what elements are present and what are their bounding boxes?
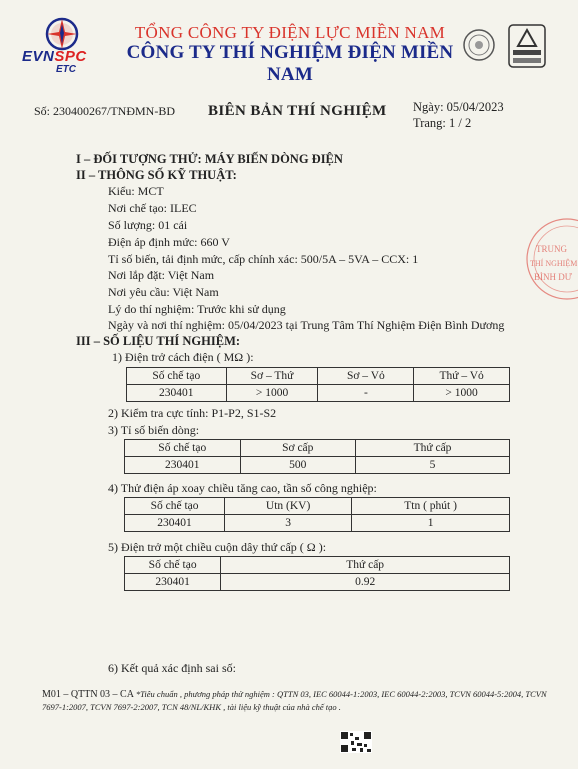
table3-caption: 3) Tỉ số biến dòng:	[108, 423, 200, 437]
table-header-cell: Số chế tạo	[127, 368, 227, 385]
spec-line: Số lượng: 01 cái	[108, 218, 188, 232]
table-header-cell: Sơ cấp	[240, 440, 356, 457]
current-ratio-table	[124, 439, 510, 474]
table4-caption: 4) Thử điện áp xoay chiều tăng cao, tần số công nghiệp:	[108, 481, 377, 495]
company-name: CÔNG TY THÍ NGHIỆM ĐIỆN MIỀN NAM	[126, 42, 454, 85]
spec-line: Điện áp định mức: 660 V	[108, 235, 230, 249]
company-stamp-icon	[512, 214, 578, 304]
table-cell: > 1000	[414, 385, 510, 402]
table-cell: 230401	[125, 515, 225, 532]
table-header-row	[125, 498, 510, 515]
table-cell: 230401	[125, 457, 241, 474]
table-cell: -	[318, 385, 414, 402]
stamp-text: TRUNG	[536, 244, 567, 254]
table-header-cell: Số chế tạo	[125, 440, 241, 457]
qr-code-icon	[340, 731, 372, 753]
table-header-cell: Ttn ( phút )	[352, 498, 510, 515]
table-cell: 5	[356, 457, 510, 474]
table-cell: 0.92	[221, 574, 510, 591]
table-header-row	[127, 368, 510, 385]
table-cell: 1	[352, 515, 510, 532]
document-date: Ngày: 05/04/2023	[413, 100, 504, 114]
document-page: Trang: 1 / 2	[413, 116, 472, 130]
table-header-cell: Số chế tạo	[125, 498, 225, 515]
spec-line: Nơi chế tạo: ILEC	[108, 201, 197, 215]
stamp-text: BÌNH DƯ	[534, 272, 572, 282]
table1-caption: 1) Điện trở cách điện ( MΩ ):	[112, 350, 254, 364]
table-header-cell: Thứ cấp	[221, 557, 510, 574]
table-row	[125, 515, 510, 532]
table-header-row	[125, 557, 510, 574]
form-code: M01 – QTTN 03 – CA	[42, 689, 134, 700]
document-date-block	[413, 99, 504, 131]
spec-line: Lý do thí nghiệm: Trước khi sử dụng	[108, 302, 286, 316]
table-cell: 500	[240, 457, 356, 474]
certification-seal-icon	[462, 28, 496, 62]
table-header-cell: Utn (KV)	[225, 498, 352, 515]
table-cell: 230401	[127, 385, 227, 402]
table-cell: > 1000	[226, 385, 318, 402]
document-number: Số: 230400267/TNĐMN-BD	[34, 104, 176, 118]
section-1-title: I – ĐỐI TƯỢNG THỬ: MÁY BIẾN DÒNG ĐIỆN	[76, 152, 343, 166]
footer	[42, 688, 562, 714]
spec-line: Nơi yêu cầu: Việt Nam	[108, 285, 219, 299]
corporation-name: TỔNG CÔNG TY ĐIỆN LỰC MIỀN NAM	[134, 23, 446, 42]
table5-caption: 5) Điện trở một chiều cuộn dây thứ cấp ( Ω ):	[108, 540, 327, 554]
dc-resistance-table	[124, 556, 510, 591]
test-standards: *Tiêu chuẩn , phương pháp thử nghiệm : QTTN 03, IEC 60044-1:2003, IEC 60044-2:2003, TCVN 60044-5:2004, TCVN 7697-1:2007, TCVN 7697-2:2007, TCN 48/NL/KHK , tài liệu kỹ thuật của nhà chế tạo .	[42, 689, 547, 712]
table-header-cell: Thứ cấp	[356, 440, 510, 457]
table-header-cell: Thứ – Vỏ	[414, 368, 510, 385]
table-cell: 230401	[125, 574, 221, 591]
spec-line: Ngày và nơi thí nghiệm: 05/04/2023 tại Trung Tâm Thí Nghiệm Điện Bình Dương	[108, 318, 505, 332]
table-header-cell: Sơ – Thứ	[226, 368, 318, 385]
table-row	[125, 574, 510, 591]
table-header-cell: Số chế tạo	[125, 557, 221, 574]
logo-sub: ETC	[56, 64, 76, 75]
spec-line: Nơi lắp đặt: Việt Nam	[108, 268, 215, 282]
polarity-check: 2) Kiểm tra cực tính: P1-P2, S1-S2	[108, 406, 277, 420]
table-cell: 3	[225, 515, 352, 532]
insulation-resistance-table	[126, 367, 510, 402]
table-row	[125, 457, 510, 474]
stamp-text: THÍ NGHIỆM	[530, 259, 578, 268]
logo-brand: EVNSPC	[22, 48, 87, 65]
table-header-row	[125, 440, 510, 457]
ac-voltage-test-table	[124, 497, 510, 532]
spec-line: Tỉ số biến, tải định mức, cấp chính xác: 500/5A – 5VA – CCX: 1	[108, 252, 419, 266]
section-2-title: II – THÔNG SỐ KỸ THUẬT:	[76, 168, 237, 182]
document-title: BIÊN BẢN THÍ NGHIỆM	[208, 103, 387, 119]
error-result: 6) Kết quả xác định sai số:	[108, 661, 236, 675]
tuv-certification-icon	[508, 24, 546, 68]
spec-line: Kiểu: MCT	[108, 184, 164, 198]
table-header-cell: Sơ – Vỏ	[318, 368, 414, 385]
section-3-title: III – SỐ LIỆU THÍ NGHIỆM:	[76, 334, 241, 348]
table-row	[127, 385, 510, 402]
